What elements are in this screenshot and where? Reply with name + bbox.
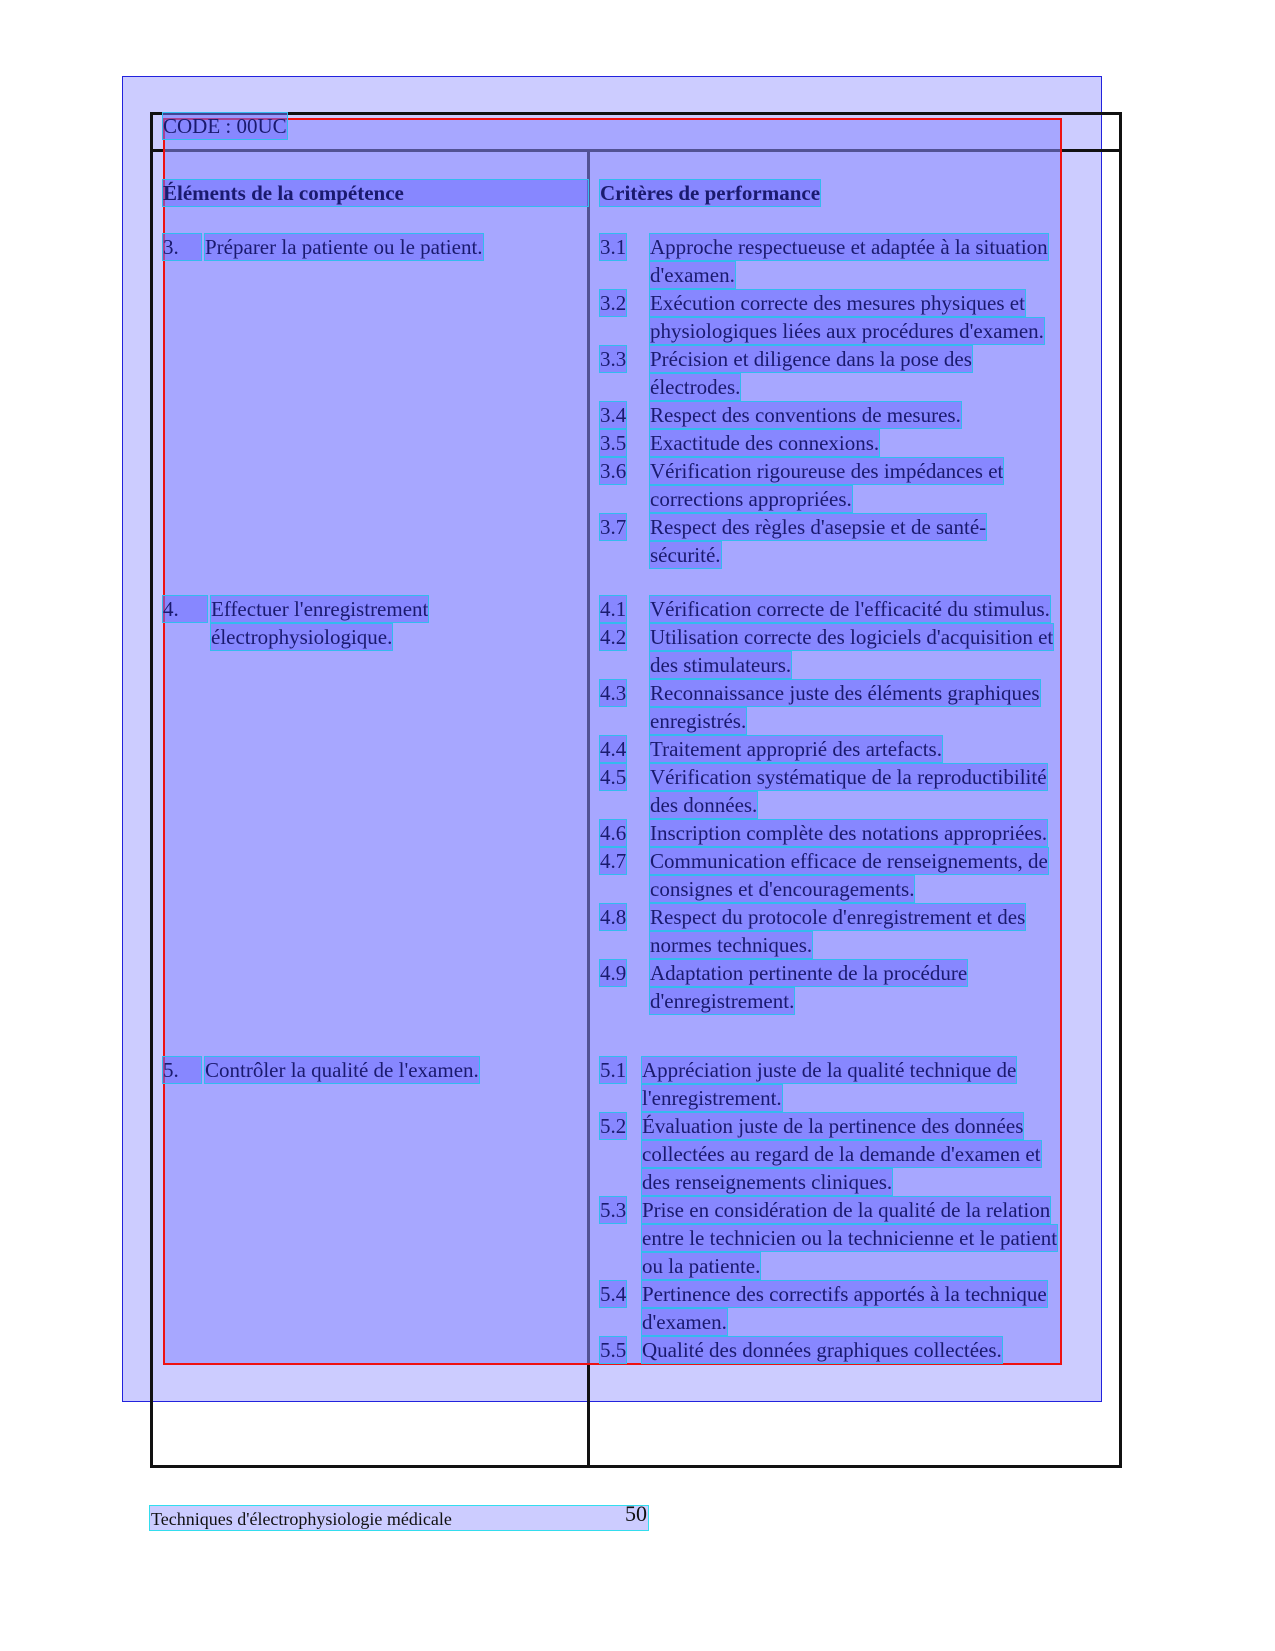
criterion-text-line: Qualité des données graphiques collectées. xyxy=(642,1338,1002,1362)
criterion-text-line: Vérification systématique de la reproductibilité xyxy=(650,765,1047,789)
header-elements: Éléments de la compétence xyxy=(163,180,588,206)
element-number: 5. xyxy=(163,1057,201,1083)
element-text-line: Préparer la patiente ou le patient. xyxy=(205,235,483,259)
criterion-text-line: sécurité. xyxy=(650,543,721,567)
criterion-text-line: Appréciation juste de la qualité technique de xyxy=(642,1058,1017,1082)
criterion-text-line: Adaptation pertinente de la procédure xyxy=(650,961,968,985)
criterion-number: 4.4 xyxy=(600,737,627,761)
criterion-number: 5.1 xyxy=(600,1058,627,1082)
criterion-text-line: enregistrés. xyxy=(650,709,747,733)
criterion-text-line: d'enregistrement. xyxy=(650,989,795,1013)
criterion-number: 4.5 xyxy=(600,765,627,789)
criterion-text-line: Respect des règles d'asepsie et de santé- xyxy=(650,515,987,539)
criterion-text-line: électrodes. xyxy=(650,375,741,399)
element-text-line: Contrôler la qualité de l'examen. xyxy=(205,1058,479,1082)
criterion-number: 4.7 xyxy=(600,849,627,873)
criterion-text-line: Respect des conventions de mesures. xyxy=(650,403,961,427)
criterion-text-line: Exécution correcte des mesures physiques et xyxy=(650,291,1025,315)
criterion-text-line: Exactitude des connexions. xyxy=(650,431,880,455)
criterion-text-line: Inscription complète des notations appropriées. xyxy=(650,821,1048,845)
criterion-text-line: Communication efficace de renseignements, de xyxy=(650,849,1048,873)
criterion-number: 3.1 xyxy=(600,235,627,259)
criterion-text-line: normes techniques. xyxy=(650,933,813,957)
criterion-number: 4.3 xyxy=(600,681,627,705)
criterion-text-line: entre le technicien ou la technicienne et le patient xyxy=(642,1226,1058,1250)
code-line: CODE : 00UC xyxy=(163,114,287,138)
criterion-number: 3.4 xyxy=(600,403,627,427)
element-number: 4. xyxy=(163,596,207,622)
criterion-number: 4.6 xyxy=(600,821,627,845)
criterion-text-line: d'examen. xyxy=(650,263,735,287)
criterion-text-line: corrections appropriées. xyxy=(650,487,852,511)
criterion-text-line: collectées au regard de la demande d'examen et xyxy=(642,1142,1041,1166)
footer-program-name: Techniques d'électrophysiologie médicale xyxy=(151,1509,452,1529)
criterion-number: 3.2 xyxy=(600,291,627,315)
criterion-text-line: ou la patiente. xyxy=(642,1254,761,1278)
criterion-number: 5.2 xyxy=(600,1114,627,1138)
criterion-text-line: Vérification rigoureuse des impédances et xyxy=(650,459,1004,483)
element-text-line: Effectuer l'enregistrement xyxy=(211,597,429,621)
criterion-number: 3.3 xyxy=(600,347,627,371)
criterion-text-line: des stimulateurs. xyxy=(650,653,792,677)
criterion-text-line: Évaluation juste de la pertinence des données xyxy=(642,1114,1024,1138)
criterion-text-line: Pertinence des correctifs apportés à la technique xyxy=(642,1282,1047,1306)
element-number: 3. xyxy=(163,234,201,260)
criterion-text-line: consignes et d'encouragements. xyxy=(650,877,915,901)
criterion-number: 4.1 xyxy=(600,597,627,621)
criterion-text-line: Précision et diligence dans la pose des xyxy=(650,347,972,371)
page-number: 50 xyxy=(625,1501,647,1526)
header-criteria: Critères de performance xyxy=(600,181,821,205)
criterion-text-line: Reconnaissance juste des éléments graphiques xyxy=(650,681,1040,705)
criterion-text-line: physiologiques liées aux procédures d'examen. xyxy=(650,319,1044,343)
criterion-text-line: Prise en considération de la qualité de la relation xyxy=(642,1198,1051,1222)
criterion-number: 5.5 xyxy=(600,1338,627,1362)
criterion-number: 4.9 xyxy=(600,961,627,985)
criterion-text-line: des renseignements cliniques. xyxy=(642,1170,893,1194)
criterion-text-line: Approche respectueuse et adaptée à la situation xyxy=(650,235,1048,259)
criterion-text-line: d'examen. xyxy=(642,1310,727,1334)
criterion-number: 3.5 xyxy=(600,431,627,455)
criterion-number: 4.8 xyxy=(600,905,627,929)
criterion-text-line: Traitement approprié des artefacts. xyxy=(650,737,942,761)
criterion-text-line: des données. xyxy=(650,793,758,817)
criterion-text-line: Vérification correcte de l'efficacité du stimulus. xyxy=(650,597,1050,621)
criterion-text-line: Respect du protocole d'enregistrement et des xyxy=(650,905,1026,929)
criterion-text-line: Utilisation correcte des logiciels d'acquisition et xyxy=(650,625,1054,649)
criterion-number: 4.2 xyxy=(600,625,627,649)
element-text-line: électrophysiologique. xyxy=(211,625,393,649)
criterion-number: 5.3 xyxy=(600,1198,627,1222)
criterion-number: 3.7 xyxy=(600,515,627,539)
criterion-number: 5.4 xyxy=(600,1282,627,1306)
criterion-number: 3.6 xyxy=(600,459,627,483)
criterion-text-line: l'enregistrement. xyxy=(642,1086,782,1110)
